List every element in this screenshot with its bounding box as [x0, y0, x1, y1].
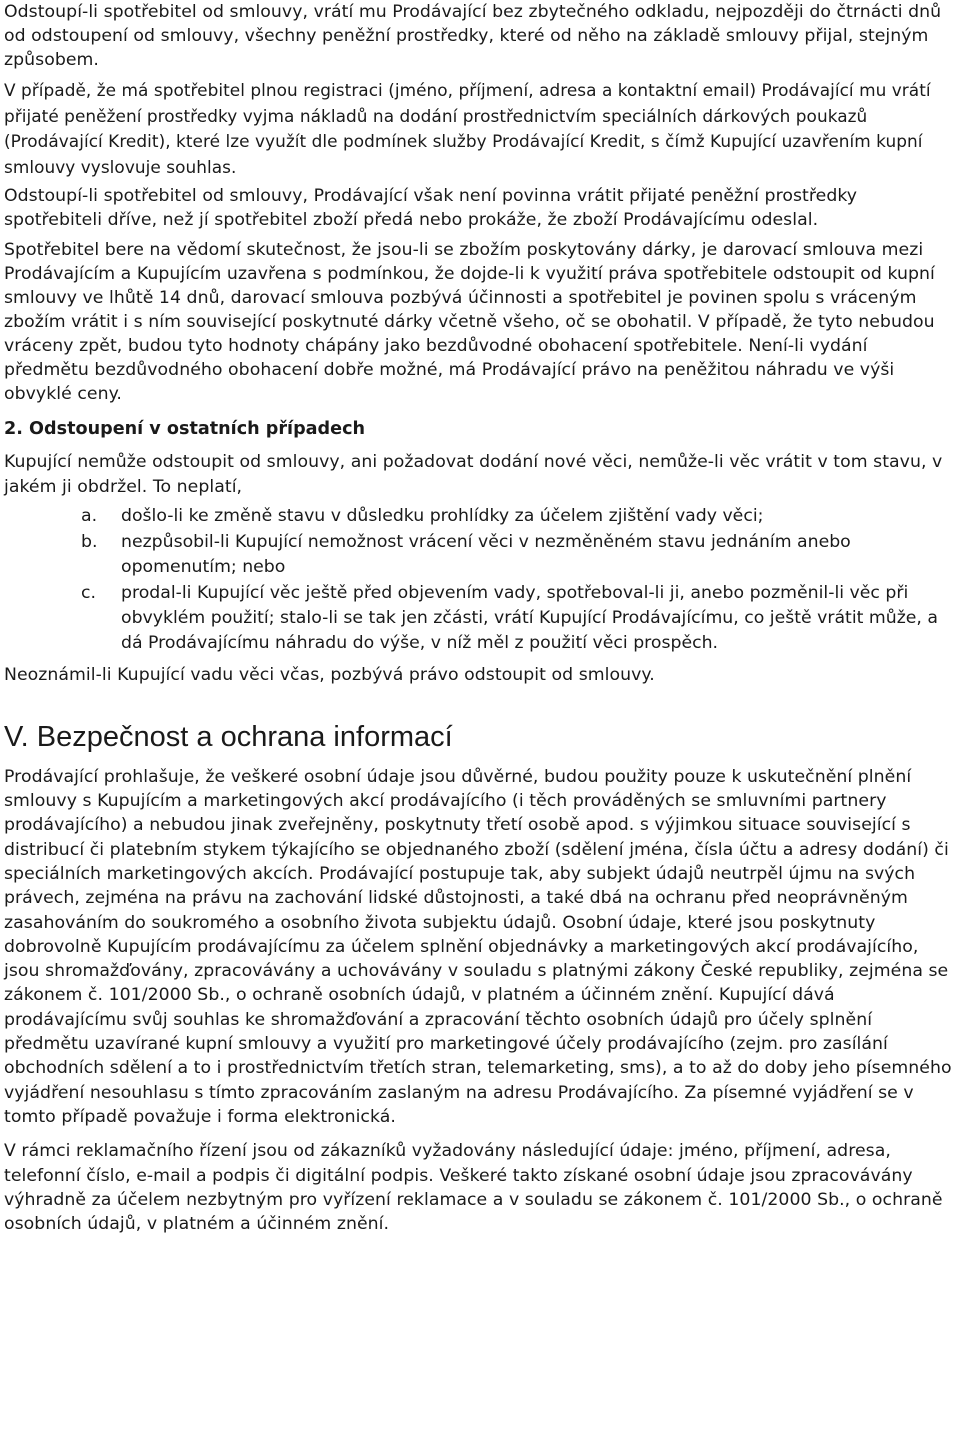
complaints-paragraph: V rámci reklamačního řízení jsou od zákazníků vyžadovány následující údaje: jméno, příjmení, adresa, telefonní číslo, e-mail a podpis či digitální podpis. Veškeré takto získané osobní údaje jsou zpracovávány výhradně za účelem nezbytným pro vyřízení reklamace a v souladu se zákonem č. 101/2000 Sb., o ochraně osobních údajů, v platném a účinném znění. — [4, 1141, 943, 1235]
list-item — [4, 581, 956, 657]
section-5-heading: V. Bezpečnost a ochrana informací — [4, 720, 453, 753]
exceptions-list — [4, 504, 956, 656]
list-marker: b. — [81, 531, 98, 552]
refund-paragraph: Odstoupí-li spotřebitel od smlouvy, vrátí mu Prodávající bez zbytečného odkladu, nejpozději do čtrnácti dnů od odstoupení od smlouvy, všechny peněžní prostředky, které od něho na základě smlouvy přijal, stejným způsobem. — [4, 2, 942, 70]
list-item-text: nezpůsobil-li Kupující nemožnost vrácení věci v nezměněném stavu jednáním anebo opomenutím; nebo — [121, 531, 851, 578]
gifts-paragraph: Spotřebitel bere na vědomí skutečnost, že jsou-li se zbožím poskytovány dárky, je darovací smlouva mezi Prodávajícím a Kupujícím uzavřena s podmínkou, že dojde-li k využití práva spotřebitele odstoupit od kupní smlouvy ve lhůtě 14 dnů, darovací smlouva pozbývá účinnosti a spotřebitel je povinen spolu s vráceným zbožím vrátit i s ním související poskytnuté dárky včetně všeho, oč se obohatil. V případě, že tyto nebudou vráceny zpět, budou tyto hodnoty chápány jako bezdůvodné obohacení spotřebitele. Není-li vydání předmětu bezdůvodného obohacení dobře možné, má Prodávající právo na peněžitou náhradu ve výši obvyklé ceny. — [4, 240, 935, 405]
return-condition-paragraph: Odstoupí-li spotřebitel od smlouvy, Prodávající však není povinna vrátit přijaté peněžní prostředky spotřebiteli dříve, než jí spotřebitel zboží předá nebo prokáže, že zboží Prodávajícímu odeslal. — [4, 186, 858, 231]
credit-paragraph: V případě, že má spotřebitel plnou registraci (jméno, příjmení, adresa a kontaktní email) Prodávající mu vrátí přijaté peněžení prostředky vyjma nákladů na dodání prostřednictvím speciálních dárkových poukazů (Prodávající Kredit), které lze využít dle podmínek služby Prodávající Kredit, s čímž Kupující uzavřením kupní smlouvy vyslovuje souhlas. — [4, 80, 931, 177]
list-item — [4, 530, 956, 581]
list-item — [4, 504, 956, 529]
section-2-intro: Kupující nemůže odstoupit od smlouvy, ani požadovat dodání nové věci, nemůže-li věc vrátit v tom stavu, v jakém ji obdržel. To neplatí, — [4, 452, 943, 498]
document-page — [4, 0, 956, 1236]
list-marker: c. — [81, 582, 96, 603]
section-2-closing: Neoznámil-li Kupující vadu věci včas, pozbývá právo odstoupit od smlouvy. — [4, 664, 655, 685]
section-2-heading: 2. Odstoupení v ostatních případech — [4, 419, 366, 440]
list-item-text: prodal-li Kupující věc ještě před objevením vady, spotřeboval-li ji, anebo pozměnil-li věc při obvyklém použití; stalo-li se tak jen zčásti, vrátí Kupující Prodávajícímu, co ještě vrátit může, a dá Prodávajícímu náhradu do výše, v níž měl z použití věci prospěch. — [121, 582, 938, 654]
list-marker: a. — [81, 506, 98, 527]
privacy-paragraph: Prodávající prohlašuje, že veškeré osobní údaje jsou důvěrné, budou použity pouze k uskutečnění plnění smlouvy s Kupujícím a marketingových akcí prodávajícího (i těch prováděných se smluvními partnery prodávajícího) a nebudou jinak zveřejněny, poskytnuty třetí osobě apod. s výjimkou situace související s distribucí či platebním stykem týkajícího se objednaného zboží (sdělení jména, čísla účtu a adresy dodání) či speciálních marketingových akcích. Prodávající postupuje tak, aby subjekt údajů neutrpěl újmu na svých právech, zejména na právu na zachování lidské důstojnosti, a také dbá na ochranu před neoprávněným zasahováním do soukromého a osobního života subjektu údajů. Osobní údaje, které jsou poskytnuty dobrovolně Kupujícím prodávajícímu za účelem splnění objednávky a marketingových akcí prodávajícího, jsou shromažďovány, zpracovávány a uchovávány v souladu s platnými zákony České republiky, zejména se zákonem č. 101/2000 Sb., o ochraně osobních údajů, v platném a účinném znění. Kupující dává prodávajícímu svůj souhlas ke shromažďování a zpracování těchto osobních údajů pro účely splnění předmětu uzavírané kupní smlouvy a využití pro marketingové účely prodávajícího (zejm. pro zasílání obchodních sdělení a to i prostřednictvím třetích stran, telemarketing, sms), a to až do doby jeho písemného vyjádření nesouhlasu s tímto zpracováním zaslaným na adresu Prodávajícího. Za písemné vyjádření se v tomto případě považuje i forma elektronická. — [4, 766, 952, 1127]
list-item-text: došlo-li ke změně stavu v důsledku prohlídky za účelem zjištění vady věci; — [121, 506, 764, 527]
